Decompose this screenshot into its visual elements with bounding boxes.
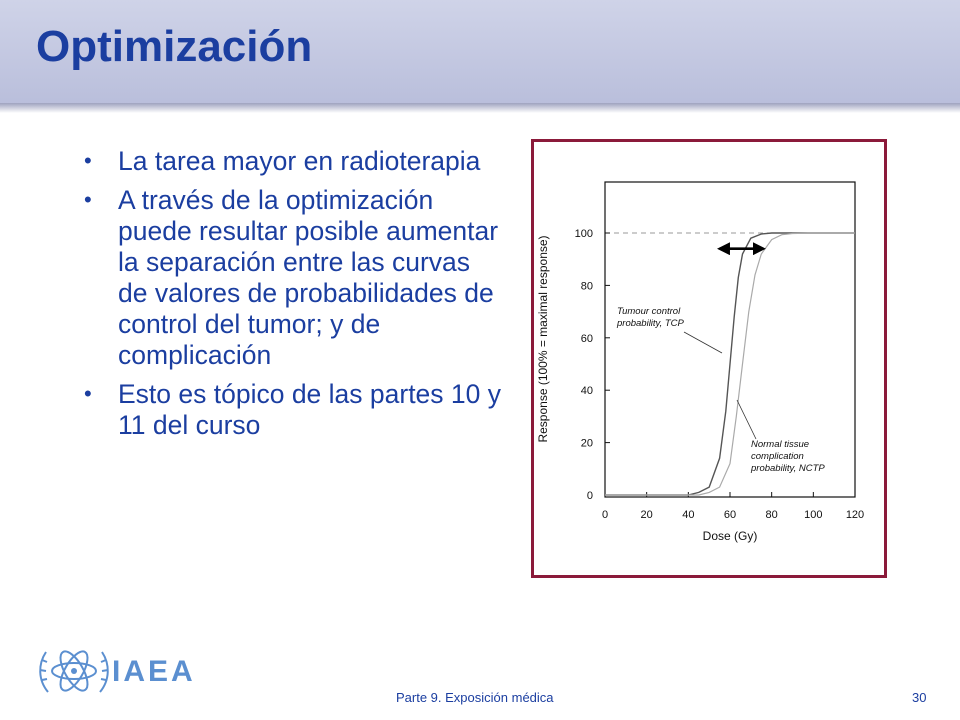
plot-area <box>605 182 855 497</box>
tcp-leader-line <box>684 332 722 353</box>
bullet-text: Esto es tópico de las partes 10 y 11 del curso <box>118 379 501 440</box>
y-axis-label: Response (100% = maximal response) <box>536 235 550 443</box>
x-tick-label: 0 <box>601 509 609 521</box>
bullet-text: A través de la optimización puede resultar posible aumentar la separación entre las curvas de valores de probabilidades de control del tumor; y de complicación <box>118 185 499 370</box>
bullet-item <box>82 379 502 441</box>
y-tick-label: 0 <box>586 490 593 502</box>
x-tick-label: 100 <box>804 509 823 521</box>
x-tick-label: 20 <box>640 509 653 521</box>
ntcp-label-line: Normal tissue <box>751 439 810 450</box>
tcp-label-line: Tumour control <box>617 306 681 317</box>
x-axis-ticks <box>602 492 864 521</box>
bullet-dot-icon: • <box>84 381 92 406</box>
header-shadow <box>0 103 960 113</box>
bullet-item <box>82 185 502 371</box>
ntcp-leader-line <box>737 400 756 439</box>
ntcp-label-line: complication <box>751 451 804 462</box>
iaea-logo-text: IAEA <box>112 655 196 688</box>
bullet-item <box>82 146 502 177</box>
y-tick-label: 80 <box>580 280 593 293</box>
y-tick-label: 100 <box>574 228 593 240</box>
series-group <box>605 233 855 495</box>
x-tick-label: 40 <box>682 509 695 521</box>
iaea-emblem-icon <box>34 638 114 704</box>
chart-frame <box>531 139 887 578</box>
bullet-list <box>82 146 502 449</box>
footer-text: Parte 9. Exposición médica <box>396 690 554 705</box>
series-tcp-line <box>605 233 855 495</box>
y-tick-label: 20 <box>580 437 593 450</box>
ntcp-label-line: probability, NCTP <box>751 463 825 474</box>
bullet-dot-icon: • <box>84 148 92 173</box>
y-tick-label: 60 <box>580 332 593 345</box>
x-tick-label: 120 <box>845 509 865 521</box>
tcp-ntcp-chart <box>534 142 884 575</box>
tcp-label-line: probability, TCP <box>617 318 684 329</box>
slide-title: Optimización <box>36 22 313 71</box>
bullet-text: La tarea mayor en radioterapia <box>118 146 481 176</box>
bullet-dot-icon: • <box>84 187 92 212</box>
page-number: 30 <box>912 690 927 705</box>
x-axis-label: Dose (Gy) <box>702 529 758 543</box>
x-tick-label: 60 <box>723 509 737 521</box>
x-tick-label: 80 <box>765 509 778 521</box>
y-tick-label: 40 <box>580 385 593 398</box>
